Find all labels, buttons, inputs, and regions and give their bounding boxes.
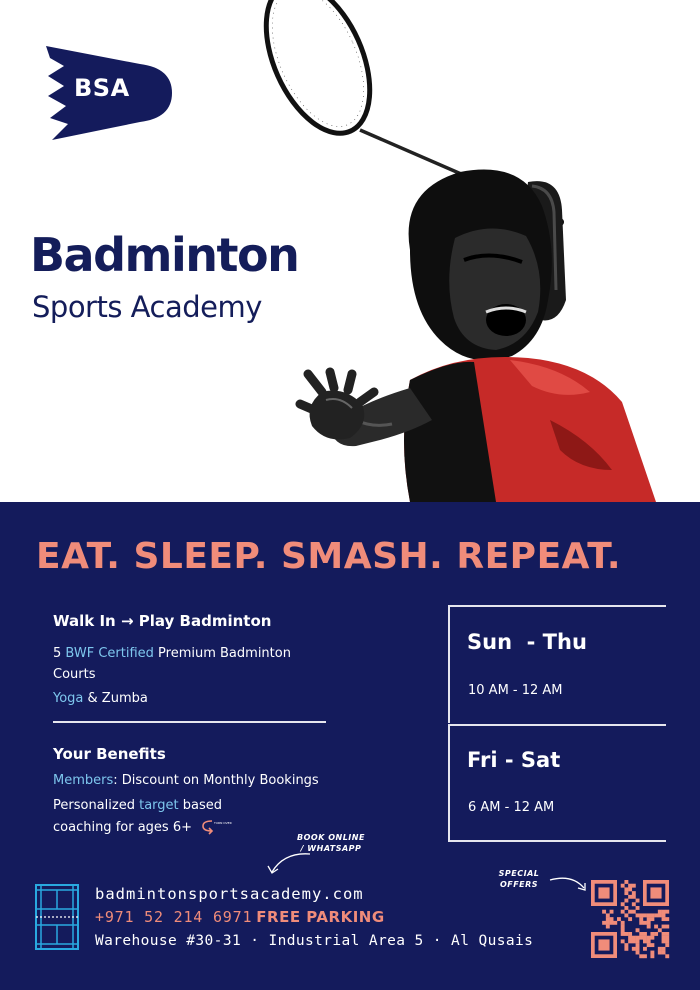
website-link[interactable]: badmintonsportsacademy.com bbox=[95, 885, 364, 903]
section-divider bbox=[53, 721, 326, 723]
courts-pre: 5 bbox=[53, 646, 66, 661]
members-post: : Discount on Monthly Bookings bbox=[113, 773, 319, 788]
courts-post: Premium Badminton Courts bbox=[53, 646, 291, 682]
slogan: EAT. SLEEP. SMASH. REPEAT. bbox=[36, 536, 621, 577]
courts-highlight: BWF Certified bbox=[65, 646, 154, 661]
schedule-weekend-side-rule bbox=[448, 724, 450, 842]
bsa-logo bbox=[44, 44, 174, 142]
benefits-heading: Your Benefits bbox=[53, 745, 166, 763]
info-section bbox=[0, 502, 700, 990]
curved-arrow-icon bbox=[264, 848, 314, 878]
members-benefit bbox=[53, 773, 319, 788]
page-subtitle: Sports Academy bbox=[32, 290, 262, 324]
player-photo bbox=[260, 0, 700, 502]
schedule-weekend-days: Fri - Sat bbox=[467, 748, 561, 772]
schedule-weekday-hours: 10 AM - 12 AM bbox=[468, 683, 563, 698]
book-online-note: BOOK ONLINE / WHATSAPP bbox=[297, 833, 365, 853]
schedule-weekday-days: Sun - Thu bbox=[467, 630, 587, 654]
walk-in-heading: Walk In → Play Badminton bbox=[53, 612, 272, 630]
schedule-weekend-hours: 6 AM - 12 AM bbox=[468, 800, 555, 815]
classes-highlight: Yoga bbox=[53, 691, 84, 706]
special-offers-note: SPECIAL OFFERS bbox=[498, 869, 540, 889]
classes-text bbox=[53, 691, 148, 706]
coaching-highlight: target bbox=[139, 798, 179, 813]
schedule-weekend-top-rule bbox=[448, 724, 666, 726]
qr-code-icon[interactable] bbox=[591, 880, 669, 958]
schedule-weekday-top-rule bbox=[448, 605, 666, 607]
free-parking-label: FREE PARKING bbox=[256, 908, 385, 926]
page-title: Badminton bbox=[30, 228, 299, 282]
coaching-benefit bbox=[53, 795, 283, 839]
coaching-post: based coaching for ages 6+ bbox=[53, 798, 222, 835]
phone-number[interactable]: +971 52 214 6971 bbox=[95, 908, 253, 926]
coaching-pre: Personalized bbox=[53, 798, 140, 813]
schedule-weekday-side-rule bbox=[448, 605, 450, 723]
classes-post: & Zumba bbox=[83, 691, 148, 706]
members-highlight: Members bbox=[53, 773, 114, 788]
courts-text bbox=[53, 643, 313, 685]
curved-arrow-icon bbox=[548, 874, 590, 896]
schedule-bottom-rule bbox=[448, 840, 666, 842]
turn-over-arrow-icon bbox=[200, 818, 232, 834]
phone-line bbox=[95, 908, 385, 926]
turn-over-label: TURN OVER bbox=[214, 821, 232, 825]
address: Warehouse #30-31 · Industrial Area 5 · Al Qusais bbox=[95, 933, 534, 949]
badminton-court-icon bbox=[35, 884, 79, 950]
logo-text: BSA bbox=[74, 74, 130, 102]
